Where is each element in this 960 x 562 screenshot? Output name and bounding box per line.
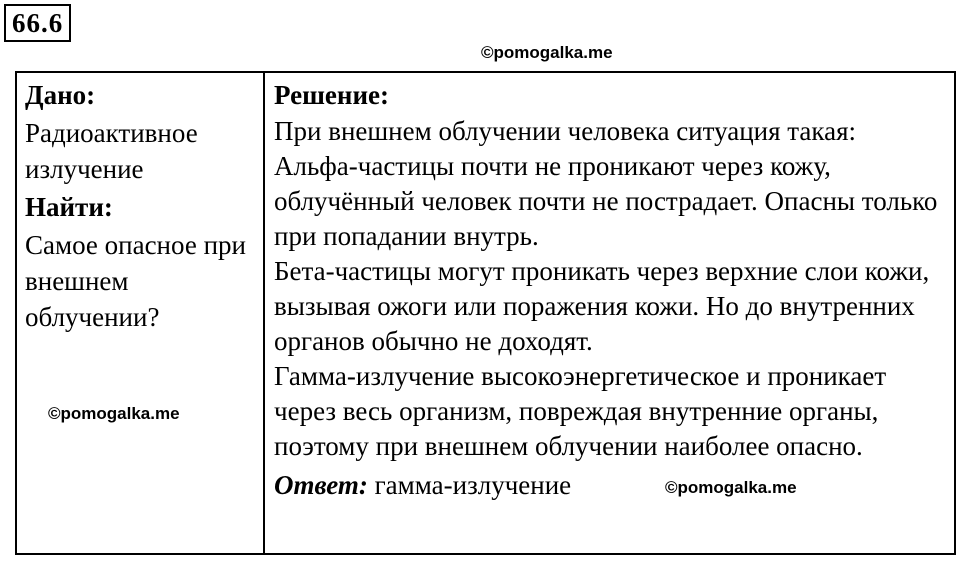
solution-paragraph-beta: Бета-частицы могут проникать через верхние слои кожи, вызывая ожоги или поражения кожи. Но до внутренних органов обычно не доходят.	[274, 256, 930, 356]
solution-paragraph-alpha: Альфа-частицы почти не проникают через кожу, облучённый человек почти не пострадает. Опасны только при попадании внутрь.	[274, 151, 938, 251]
given-text: Радиоактивное излучение	[25, 118, 198, 184]
watermark-right: ©pomogalka.me	[665, 478, 797, 497]
answer-text: гамма-излучение	[374, 470, 572, 500]
solution-paragraph-intro: При внешнем облучении человека ситуация такая:	[274, 116, 856, 146]
answer-line	[274, 468, 954, 502]
solution-heading: Решение:	[274, 80, 389, 110]
solution-table	[15, 71, 956, 555]
answer-label: Ответ:	[274, 470, 368, 500]
watermark-top: ©pomogalka.me	[481, 43, 613, 62]
solution-paragraph-gamma: Гамма-излучение высокоэнергетическое и проникает через весь организм, повреждая внутренние органы, поэтому при внешнем облучении наиболее опасно.	[274, 361, 887, 461]
find-heading: Найти:	[25, 192, 113, 222]
solution-column	[274, 79, 954, 502]
find-text: Самое опасное при внешнем облучении?	[25, 230, 246, 332]
solution-text	[274, 114, 954, 464]
given-heading: Дано:	[25, 80, 96, 110]
given-column	[25, 79, 257, 335]
column-divider	[263, 73, 265, 553]
watermark-left: ©pomogalka.me	[48, 404, 180, 423]
problem-number: 66.6	[4, 4, 71, 42]
